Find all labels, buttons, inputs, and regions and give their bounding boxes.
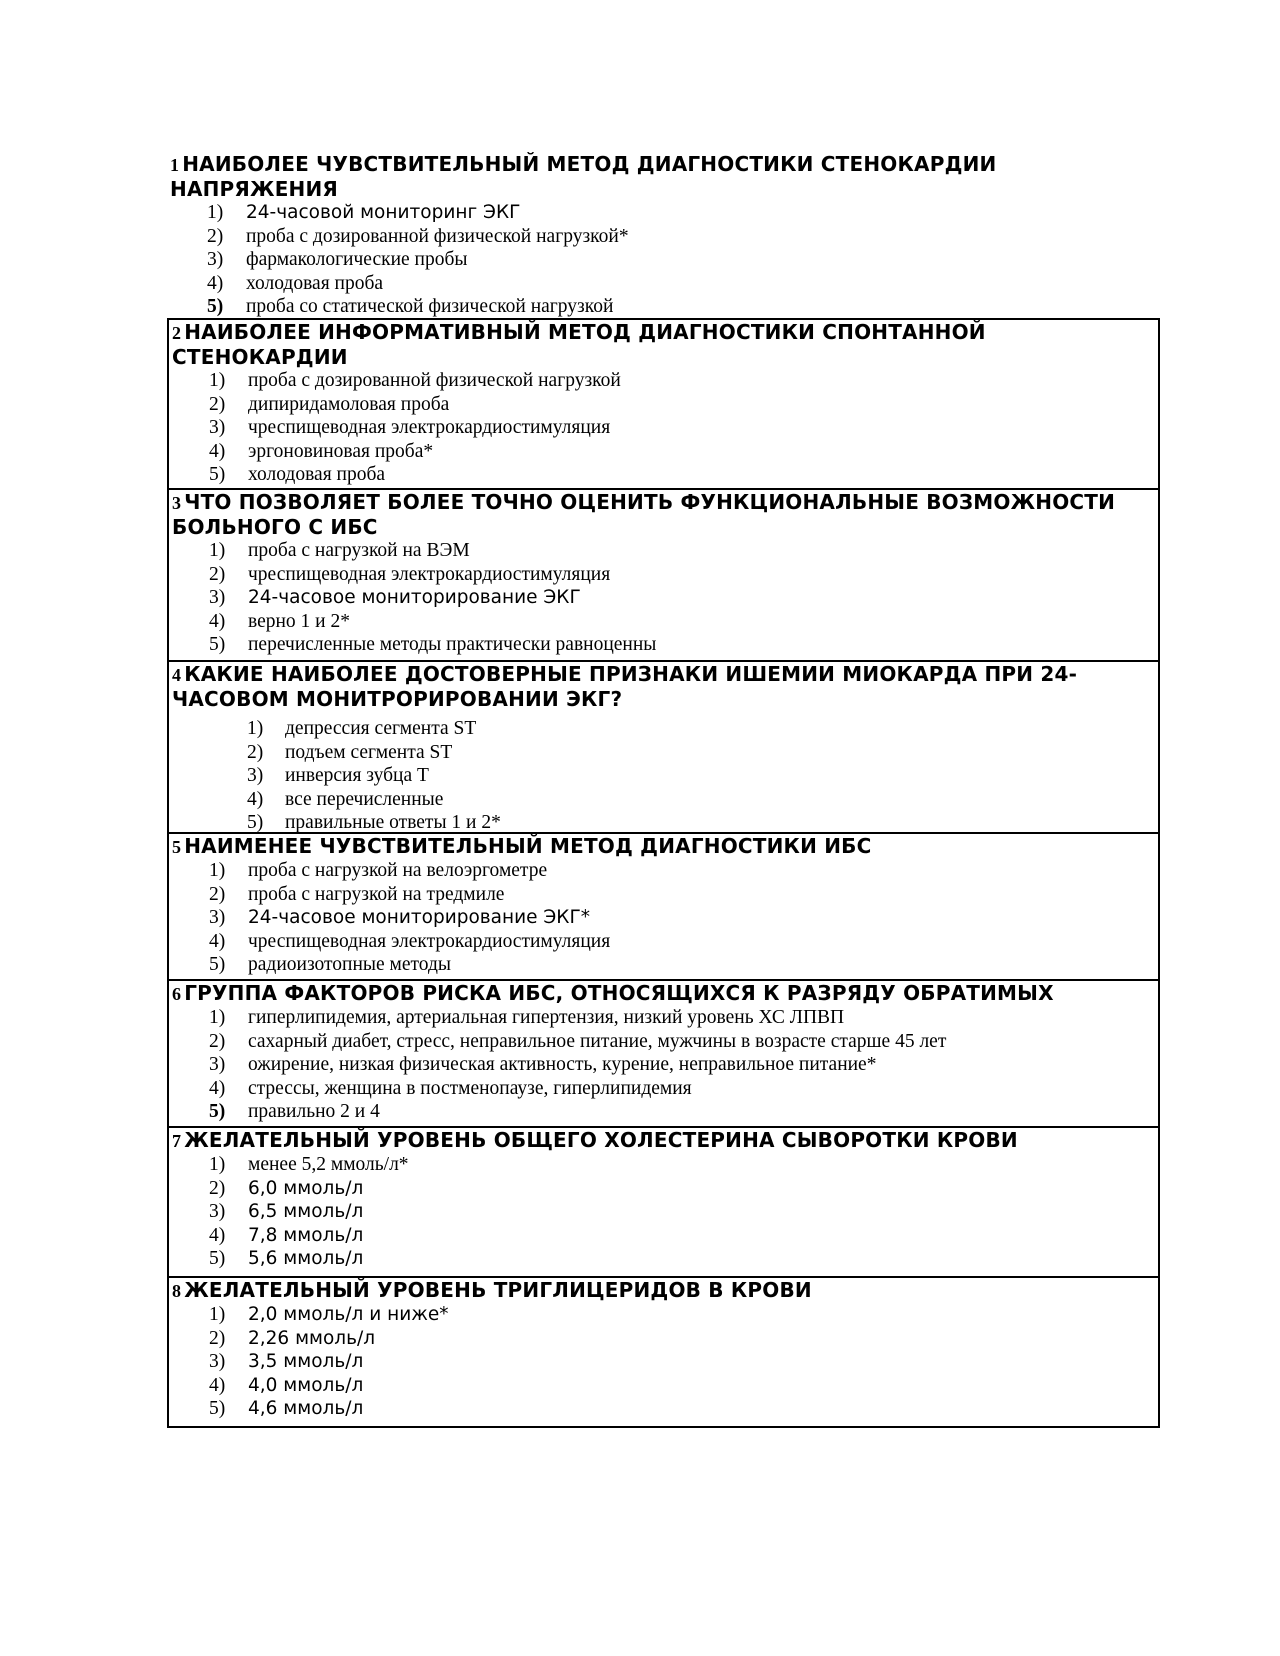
answer-option bbox=[169, 1100, 1158, 1124]
answer-option bbox=[169, 539, 1158, 563]
option-text: чреспищеводная электрокардиостимуляция bbox=[248, 563, 611, 585]
option-number: 3) bbox=[247, 765, 264, 786]
option-number: 5) bbox=[207, 296, 224, 317]
option-number: 4) bbox=[209, 1374, 226, 1396]
option-text: 2,26 ммоль/л bbox=[248, 1327, 376, 1349]
answer-option bbox=[169, 1153, 1158, 1177]
option-text: 6,5 ммоль/л bbox=[248, 1201, 364, 1222]
option-number: 1) bbox=[207, 202, 224, 223]
option-number: 5) bbox=[209, 464, 226, 485]
question-text: НАИБОЛЕЕ ЧУВСТВИТЕЛЬНЫЙ МЕТОД ДИАГНОСТИКИ СТЕНОКАРДИИ НАПРЯЖЕНИЯ bbox=[170, 152, 997, 201]
option-number: 2) bbox=[247, 741, 264, 763]
question-title bbox=[169, 981, 1158, 1006]
answer-option bbox=[169, 610, 1158, 634]
option-number: 3) bbox=[209, 587, 226, 608]
option-text: проба с дозированной физической нагрузкой* bbox=[246, 225, 629, 247]
option-number: 4) bbox=[247, 788, 264, 810]
answer-option bbox=[167, 201, 1160, 225]
question-7 bbox=[167, 1128, 1160, 1278]
answer-option bbox=[169, 1030, 1158, 1054]
option-number: 5) bbox=[209, 634, 226, 655]
option-text: стрессы, женщина в постменопаузе, гиперлипидемия bbox=[248, 1077, 692, 1099]
answer-option bbox=[167, 295, 1160, 319]
answer-option bbox=[169, 930, 1158, 954]
answer-option bbox=[169, 1247, 1158, 1271]
answer-option bbox=[169, 586, 1158, 610]
question-title bbox=[167, 152, 1160, 201]
option-number: 2) bbox=[209, 563, 226, 585]
question-number: 1 bbox=[170, 155, 180, 175]
option-number: 4) bbox=[209, 1077, 226, 1099]
option-text: инверсия зубца T bbox=[285, 765, 429, 786]
question-title bbox=[169, 320, 1158, 369]
option-text: 24-часовой мониторинг ЭКГ bbox=[246, 202, 521, 223]
option-number: 5) bbox=[209, 954, 226, 975]
option-number: 2) bbox=[209, 1177, 226, 1199]
option-text: 4,6 ммоль/л bbox=[248, 1398, 364, 1419]
question-number: 5 bbox=[172, 837, 182, 857]
option-number: 3) bbox=[209, 1351, 226, 1372]
option-number: 4) bbox=[209, 1224, 226, 1246]
question-number: 8 bbox=[172, 1281, 182, 1301]
option-text: менее 5,2 ммоль/л* bbox=[248, 1154, 409, 1175]
option-text: правильные ответы 1 и 2* bbox=[285, 812, 501, 833]
option-text: чреспищеводная электрокардиостимуляция bbox=[248, 417, 611, 438]
answer-option bbox=[169, 764, 1158, 788]
option-number: 3) bbox=[207, 249, 224, 270]
option-number: 5) bbox=[209, 1398, 226, 1419]
question-title bbox=[169, 834, 1158, 859]
option-text: депрессия сегмента ST bbox=[285, 718, 477, 739]
option-number: 4) bbox=[209, 440, 226, 462]
answer-option bbox=[169, 811, 1158, 835]
answer-list bbox=[169, 1153, 1158, 1271]
option-number: 3) bbox=[209, 1054, 226, 1075]
question-8 bbox=[167, 1278, 1160, 1428]
option-number: 3) bbox=[209, 1201, 226, 1222]
option-number: 1) bbox=[209, 1154, 226, 1175]
answer-option bbox=[169, 883, 1158, 907]
option-text: проба с дозированной физической нагрузкой bbox=[248, 370, 621, 391]
option-text: 3,5 ммоль/л bbox=[248, 1351, 364, 1372]
answer-list bbox=[169, 1303, 1158, 1421]
answer-option bbox=[167, 272, 1160, 296]
question-text: КАКИЕ НАИБОЛЕЕ ДОСТОВЕРНЫЕ ПРИЗНАКИ ИШЕМИИ МИОКАРДА ПРИ 24-ЧАСОВОМ МОНИТРОРИРОВАНИИ ЭКГ? bbox=[172, 662, 1078, 711]
option-number: 2) bbox=[209, 393, 226, 415]
answer-option bbox=[169, 633, 1158, 657]
answer-list bbox=[169, 717, 1158, 835]
question-4 bbox=[167, 662, 1160, 834]
question-2 bbox=[167, 318, 1160, 490]
question-number: 6 bbox=[172, 984, 182, 1004]
option-text: ожирение, низкая физическая активность, курение, неправильное питание* bbox=[248, 1054, 877, 1075]
answer-list bbox=[167, 201, 1160, 319]
question-number: 3 bbox=[172, 493, 182, 513]
option-number: 2) bbox=[209, 1327, 226, 1349]
question-text: ЧТО ПОЗВОЛЯЕТ БОЛЕЕ ТОЧНО ОЦЕНИТЬ ФУНКЦИОНАЛЬНЫЕ ВОЗМОЖНОСТИ БОЛЬНОГО С ИБС bbox=[172, 490, 1116, 539]
answer-option bbox=[169, 1327, 1158, 1351]
option-number: 1) bbox=[209, 370, 226, 391]
option-number: 1) bbox=[209, 540, 226, 561]
question-title bbox=[169, 490, 1158, 539]
answer-list bbox=[169, 1006, 1158, 1124]
answer-option bbox=[169, 369, 1158, 393]
answer-option bbox=[169, 906, 1158, 930]
question-text: НАИМЕНЕЕ ЧУВСТВИТЕЛЬНЫЙ МЕТОД ДИАГНОСТИКИ ИБС bbox=[184, 834, 872, 858]
question-text: ГРУППА ФАКТОРОВ РИСКА ИБС, ОТНОСЯЩИХСЯ К РАЗРЯДУ ОБРАТИМЫХ bbox=[184, 981, 1054, 1005]
option-text: 24-часовое мониторирование ЭКГ* bbox=[248, 907, 590, 928]
answer-option bbox=[169, 1200, 1158, 1224]
question-title bbox=[169, 1278, 1158, 1303]
answer-option bbox=[169, 1224, 1158, 1248]
option-text: правильно 2 и 4 bbox=[248, 1101, 380, 1122]
answer-list bbox=[169, 859, 1158, 977]
answer-option bbox=[169, 393, 1158, 417]
question-number: 4 bbox=[172, 665, 182, 685]
question-3 bbox=[167, 490, 1160, 662]
answer-option bbox=[169, 440, 1158, 464]
option-text: 4,0 ммоль/л bbox=[248, 1374, 364, 1396]
question-title bbox=[169, 662, 1158, 711]
question-title bbox=[169, 1128, 1158, 1153]
option-number: 1) bbox=[209, 1007, 226, 1028]
option-text: верно 1 и 2* bbox=[248, 610, 350, 632]
question-6 bbox=[167, 981, 1160, 1128]
answer-option bbox=[167, 225, 1160, 249]
answer-option bbox=[169, 463, 1158, 487]
option-text: все перечисленные bbox=[285, 788, 444, 810]
option-text: холодовая проба bbox=[248, 464, 386, 485]
option-number: 3) bbox=[209, 417, 226, 438]
answer-option bbox=[169, 953, 1158, 977]
option-text: дипиридамоловая проба bbox=[248, 393, 450, 415]
question-5 bbox=[167, 834, 1160, 981]
option-text: гиперлипидемия, артериальная гипертензия, низкий уровень ХС ЛПВП bbox=[248, 1007, 845, 1028]
option-number: 4) bbox=[209, 930, 226, 952]
option-number: 1) bbox=[209, 860, 226, 881]
option-number: 2) bbox=[209, 883, 226, 905]
option-number: 4) bbox=[207, 272, 224, 294]
option-number: 3) bbox=[209, 907, 226, 928]
option-text: проба с нагрузкой на велоэргометре bbox=[248, 860, 548, 881]
answer-option bbox=[169, 416, 1158, 440]
option-text: 24-часовое мониторирование ЭКГ bbox=[248, 587, 581, 608]
option-text: проба с нагрузкой на тредмиле bbox=[248, 883, 505, 905]
answer-option bbox=[169, 1303, 1158, 1327]
question-text: ЖЕЛАТЕЛЬНЫЙ УРОВЕНЬ ТРИГЛИЦЕРИДОВ В КРОВИ bbox=[184, 1278, 812, 1302]
option-text: проба с нагрузкой на ВЭМ bbox=[248, 540, 470, 561]
answer-option bbox=[169, 1397, 1158, 1421]
option-text: чреспищеводная электрокардиостимуляция bbox=[248, 930, 611, 952]
answer-option bbox=[169, 788, 1158, 812]
answer-option bbox=[169, 563, 1158, 587]
answer-option bbox=[169, 1350, 1158, 1374]
option-text: фармакологические пробы bbox=[246, 249, 468, 270]
question-text: НАИБОЛЕЕ ИНФОРМАТИВНЫЙ МЕТОД ДИАГНОСТИКИ СПОНТАННОЙ СТЕНОКАРДИИ bbox=[172, 320, 986, 369]
question-number: 7 bbox=[172, 1131, 182, 1151]
answer-option bbox=[169, 1374, 1158, 1398]
question-text: ЖЕЛАТЕЛЬНЫЙ УРОВЕНЬ ОБЩЕГО ХОЛЕСТЕРИНА СЫВОРОТКИ КРОВИ bbox=[184, 1128, 1018, 1152]
option-text: 2,0 ммоль/л и ниже* bbox=[248, 1304, 449, 1325]
option-text: перечисленные методы практически равноценны bbox=[248, 634, 657, 655]
answer-option bbox=[169, 1006, 1158, 1030]
answer-list bbox=[169, 369, 1158, 487]
option-number: 5) bbox=[209, 1101, 226, 1122]
answer-option bbox=[169, 859, 1158, 883]
option-text: холодовая проба bbox=[246, 272, 384, 294]
answer-option bbox=[169, 1177, 1158, 1201]
answer-list bbox=[169, 539, 1158, 657]
option-text: 6,0 ммоль/л bbox=[248, 1177, 364, 1199]
answer-option bbox=[169, 741, 1158, 765]
answer-option bbox=[167, 248, 1160, 272]
option-text: проба со статической физической нагрузкой bbox=[246, 296, 614, 317]
answer-option bbox=[169, 717, 1158, 741]
option-text: подъем сегмента ST bbox=[285, 741, 453, 763]
question-number: 2 bbox=[172, 323, 182, 343]
answer-option bbox=[169, 1053, 1158, 1077]
answer-option bbox=[169, 1077, 1158, 1101]
option-text: эргоновиновая проба* bbox=[248, 440, 434, 462]
option-number: 5) bbox=[247, 812, 264, 833]
option-number: 4) bbox=[209, 610, 226, 632]
option-number: 2) bbox=[207, 225, 224, 247]
question-1 bbox=[167, 152, 1160, 319]
option-number: 2) bbox=[209, 1030, 226, 1052]
option-number: 1) bbox=[209, 1304, 226, 1325]
option-text: сахарный диабет, стресс, неправильное питание, мужчины в возрасте старше 45 лет bbox=[248, 1030, 947, 1052]
option-text: 7,8 ммоль/л bbox=[248, 1224, 364, 1246]
option-number: 1) bbox=[247, 718, 264, 739]
option-number: 5) bbox=[209, 1248, 226, 1269]
option-text: радиоизотопные методы bbox=[248, 954, 452, 975]
option-text: 5,6 ммоль/л bbox=[248, 1248, 364, 1269]
